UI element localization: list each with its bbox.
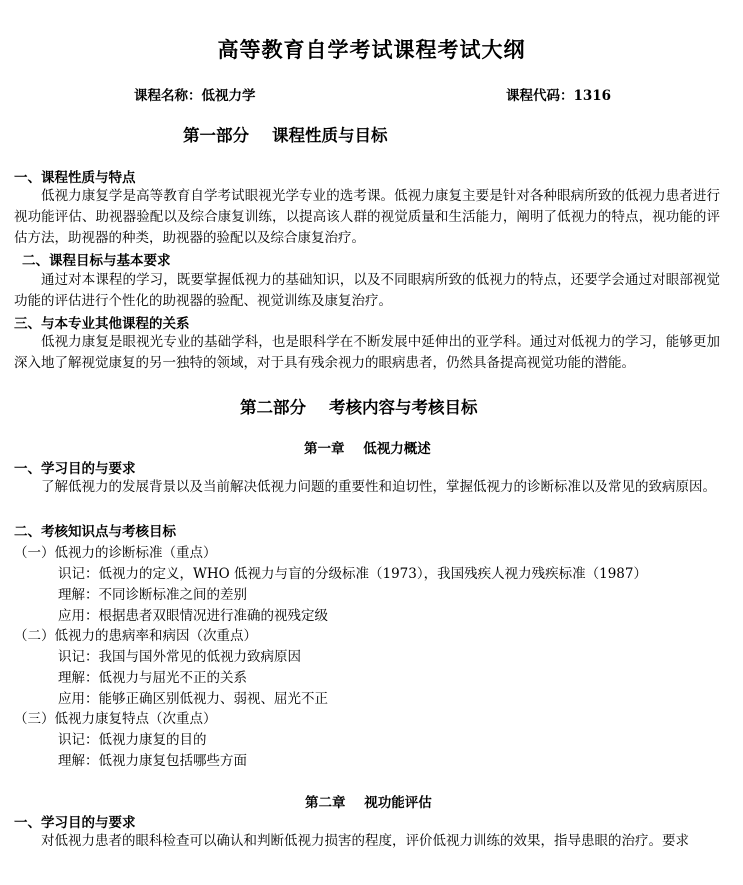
part1-section1-text: 低视力康复学是高等教育自学考试眼视光学专业的选考课。低视力康复主要是针对各种眼病所致的低视力患者进行视功能评估、助视器验配以及综合康复训练，以提高该人群的视觉质量和生活能力，阐明了低视力的特点，视功能的评估方法，助视器的种类，助视器的验配以及综合康复治疗。 xyxy=(14,188,720,246)
part1-section2-heading: 二、课程目标与基本要求 xyxy=(22,253,171,269)
group1-label: （一）低视力的诊断标准（重点） xyxy=(14,545,217,561)
chapter1-section1-text: 了解低视力的发展背景以及当前解决低视力问题的重要性和迫切性，掌握低视力的诊断标准以及常见的致病原因。 xyxy=(41,479,716,495)
chapter2-title: 第二章 视功能评估 xyxy=(305,795,432,811)
chapter1-section2-heading: 二、考核知识点与考核目标 xyxy=(14,524,176,540)
part1-section3-text: 低视力康复是眼视光专业的基础学科，也是眼科学在不断发展中延伸出的亚学科。通过对低视力的学习，能够更加深入地了解视觉康复的另一独特的领域，对于具有残余视力的眼病患者，仍然具备提高视觉功能的潜能。 xyxy=(14,334,720,371)
part1-title: 第一部分 课程性质与目标 xyxy=(183,126,388,145)
group1-item1: 识记：低视力的定义，WHO 低视力与盲的分级标准（1973），我国残疾人视力残疾标准（1987） xyxy=(58,566,647,582)
course-name: 课程名称：低视力学 xyxy=(134,88,256,104)
group2-item3: 应用：能够正确区别低视力、弱视、屈光不正 xyxy=(58,691,328,707)
group2-label: （二）低视力的患病率和病因（次重点） xyxy=(14,628,257,644)
document-title: 高等教育自学考试课程考试大纲 xyxy=(217,37,526,62)
chapter2-section1-heading: 一、学习目的与要求 xyxy=(14,815,136,831)
group3-item1: 识记：低视力康复的目的 xyxy=(58,732,207,748)
part1-section2-text: 通过对本课程的学习，既要掌握低视力的基础知识，以及不同眼病所致的低视力的特点，还要学会通过对眼部视觉功能的评估进行个性化的助视器的验配、视觉训练及康复治疗。 xyxy=(14,272,720,309)
chapter1-section1-heading: 一、学习目的与要求 xyxy=(14,461,136,477)
group1-item2: 理解：不同诊断标准之间的差别 xyxy=(58,587,247,603)
group2-item2: 理解：低视力与屈光不正的关系 xyxy=(58,670,247,686)
course-code: 课程代码：1316 xyxy=(506,88,612,104)
group3-item2: 理解：低视力康复包括哪些方面 xyxy=(58,753,247,769)
chapter2-section1-text: 对低视力患者的眼科检查可以确认和判断低视力损害的程度，评价低视力训练的效果，指导患眼的治疗。要求 xyxy=(41,833,689,849)
part2-title: 第二部分 考核内容与考核目标 xyxy=(240,398,478,417)
group3-label: （三）低视力康复特点（次重点） xyxy=(14,711,217,727)
part1-section3-heading: 三、与本专业其他课程的关系 xyxy=(14,316,190,332)
chapter1-title: 第一章 低视力概述 xyxy=(304,441,431,457)
group2-item1: 识记：我国与国外常见的低视力致病原因 xyxy=(58,649,301,665)
group1-item3: 应用：根据患者双眼情况进行准确的视残定级 xyxy=(58,608,328,624)
part1-section1-heading: 一、课程性质与特点 xyxy=(14,170,136,186)
